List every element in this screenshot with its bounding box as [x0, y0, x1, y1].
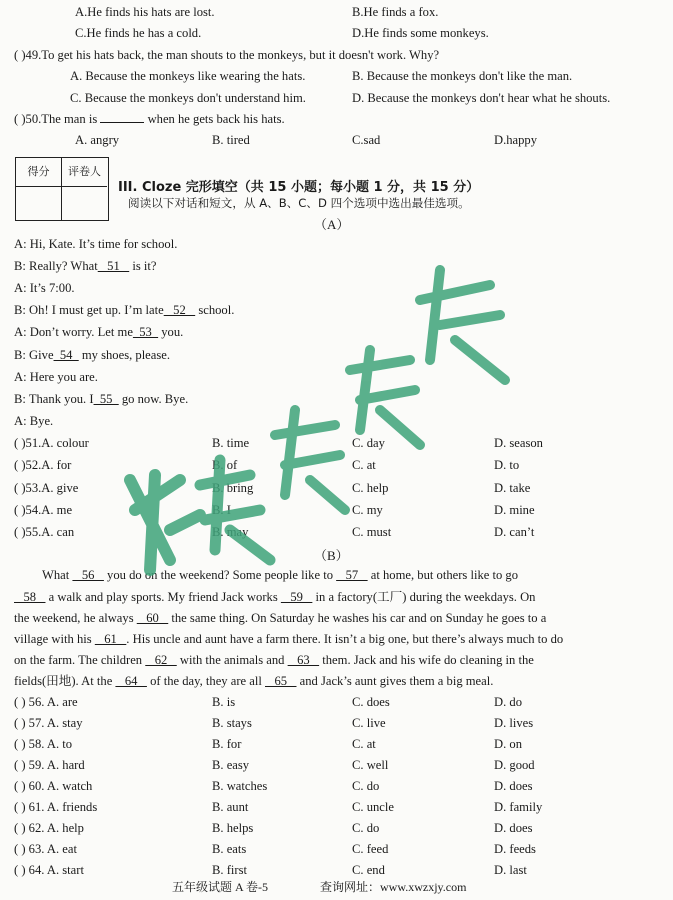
passage-blank: 56 [72, 568, 104, 582]
question-number: ( )54.A. me [14, 503, 73, 517]
part-b-heading: （B） [314, 548, 349, 563]
option-c: C. do [352, 821, 380, 835]
question-number: ( ) 56. A. are [14, 695, 78, 709]
score-box-divider [61, 158, 62, 220]
passage-line [14, 609, 546, 627]
q49-option-c: C. Because the monkeys don't understand him. [70, 91, 306, 105]
option-c: C. at [352, 737, 376, 751]
question-number: ( ) 61. A. friends [14, 800, 98, 814]
q48-option-c: C.He finds he has a cold. [75, 26, 202, 40]
dialogue-line: B: Give 54 my shoes, please. [14, 348, 171, 362]
option-b: B. time [212, 436, 250, 450]
option-c: C. must [352, 525, 392, 539]
option-b: B. first [212, 863, 247, 877]
passage-text: on the farm. The children [14, 653, 146, 667]
option-d: D. can’t [494, 525, 535, 539]
option-c: C. do [352, 779, 380, 793]
dialogue-line: B: Thank you. I 55 go now. Bye. [14, 392, 189, 406]
question-number: ( ) 57. A. stay [14, 716, 83, 730]
q50-option-a: A. angry [75, 133, 120, 147]
q50-option-c: C.sad [352, 133, 381, 147]
option-b: B. of [212, 458, 238, 472]
passage-text: with the animals and [176, 653, 288, 667]
question-number: ( ) 60. A. watch [14, 779, 93, 793]
option-d: D. family [494, 800, 543, 814]
passage-blank: 59 [280, 590, 313, 604]
option-d: D. to [494, 458, 520, 472]
option-c: C. help [352, 481, 389, 495]
part-a-heading: （A） [314, 217, 350, 232]
option-c: C. day [352, 436, 385, 450]
option-d: D. feeds [494, 842, 536, 856]
q49-option-d: D. Because the monkeys don't hear what he shouts. [352, 91, 611, 105]
option-c: C. uncle [352, 800, 394, 814]
dialogue-line: A: Don’t worry. Let me 53 you. [14, 325, 184, 339]
option-d: D. on [494, 737, 522, 751]
option-b: B. helps [212, 821, 254, 835]
option-b: B. eats [212, 842, 247, 856]
passage-text: in a factory(工厂) during the weekdays. On [312, 590, 536, 604]
passage-text: and Jack’s aunt gives them a big meal. [296, 674, 494, 688]
q50-prefix: ( )50.The man is [14, 112, 98, 126]
passage-text: . His uncle and aunt have a farm there. It isn’t a big one, but there’s always much to do [126, 632, 564, 646]
footer-site: 查询网址：www.xwzxjy.com [320, 880, 467, 894]
option-c: C. feed [352, 842, 389, 856]
passage-blank: 61 [94, 632, 127, 646]
option-d: D. good [494, 758, 535, 772]
dialogue-line: B: Oh! I must get up. I’m late 52 school. [14, 303, 235, 317]
q48-option-b: B.He finds a fox. [352, 5, 439, 19]
passage-text: you do on the weekend? Some people like to [103, 568, 337, 582]
dialogue-line: A: Here you are. [14, 370, 98, 384]
option-b: B. easy [212, 758, 250, 772]
watermark-logo [110, 230, 530, 590]
option-c: C. live [352, 716, 386, 730]
passage-line [14, 588, 535, 606]
option-b: B. stays [212, 716, 252, 730]
option-c: C. does [352, 695, 390, 709]
option-d: D. take [494, 481, 531, 495]
q49-option-a: A. Because the monkeys like wearing the hats. [70, 69, 306, 83]
passage-text: at home, but others like to go [367, 568, 519, 582]
q48-option-a: A.He finds his hats are lost. [75, 5, 215, 19]
section-instruction: 阅读以下对话和短文，从 A、B、C、D 四个选项中选出最佳选项。 [128, 196, 470, 210]
passage-line [14, 630, 563, 648]
passage-blank: 57 [336, 568, 368, 582]
passage-blank: 60 [136, 611, 169, 625]
option-b: B. may [212, 525, 249, 539]
dialogue-line: A: Bye. [14, 414, 54, 428]
question-number: ( ) 64. A. start [14, 863, 84, 877]
footer-page: 五年级试题 A 卷-5 [172, 880, 269, 894]
option-d: D. lives [494, 716, 534, 730]
passage-blank: 62 [145, 653, 177, 667]
question-number: ( )55.A. can [14, 525, 75, 539]
option-c: C. at [352, 458, 376, 472]
passage-blank: 65 [265, 674, 297, 688]
option-b: B. bring [212, 481, 254, 495]
option-b: B. for [212, 737, 242, 751]
passage-text: of the day, they are all [146, 674, 265, 688]
passage-text: What [42, 568, 73, 582]
question-number: ( ) 62. A. help [14, 821, 84, 835]
question-number: ( )51.A. colour [14, 436, 89, 450]
score-header: 得分 [16, 158, 61, 187]
passage-text: a walk and play sports. My friend Jack works [45, 590, 281, 604]
option-d: D. mine [494, 503, 535, 517]
option-c: C. my [352, 503, 383, 517]
section-title: III. Cloze 完形填空（共 15 小题；每小题 1 分，共 15 分） [118, 180, 480, 195]
question-number: ( )53.A. give [14, 481, 79, 495]
option-c: C. end [352, 863, 385, 877]
question-number: ( ) 58. A. to [14, 737, 73, 751]
passage-blank: 64 [115, 674, 147, 688]
dialogue-line: A: Hi, Kate. It’s time for school. [14, 237, 178, 251]
option-b: B. watches [212, 779, 268, 793]
grader-header: 评卷人 [62, 158, 107, 187]
q50-option-b: B. tired [212, 133, 250, 147]
question-number: ( ) 63. A. eat [14, 842, 77, 856]
option-b: B. I [212, 503, 231, 517]
dialogue-line: B: Really? What 51 is it? [14, 259, 157, 273]
option-d: D. last [494, 863, 527, 877]
q50-blank [100, 110, 144, 123]
q48-option-d: D.He finds some monkeys. [352, 26, 489, 40]
q49-stem: ( )49.To get his hats back, the man shouts to the monkeys, but it doesn't work. Why? [14, 48, 440, 62]
passage-blank: 58 [14, 590, 46, 604]
score-box [15, 157, 109, 221]
question-number: ( )52.A. for [14, 458, 72, 472]
question-number: ( ) 59. A. hard [14, 758, 85, 772]
q50-stem [14, 110, 285, 128]
option-d: D. season [494, 436, 543, 450]
passage-text: the same thing. On Saturday he washes his car and on Sunday he goes to a [168, 611, 547, 625]
passage-line [14, 651, 534, 669]
passage-text: village with his [14, 632, 95, 646]
option-d: D. does [494, 779, 533, 793]
q50-suffix: when he gets back his hats. [147, 112, 285, 126]
option-b: B. is [212, 695, 236, 709]
option-d: D. do [494, 695, 522, 709]
dialogue-line: A: It’s 7:00. [14, 281, 75, 295]
passage-line [14, 672, 493, 690]
option-c: C. well [352, 758, 389, 772]
passage-text: the weekend, he always [14, 611, 137, 625]
option-d: D. does [494, 821, 533, 835]
passage-text: them. Jack and his wife do cleaning in the [319, 653, 534, 667]
q49-option-b: B. Because the monkeys don't like the man. [352, 69, 573, 83]
q50-option-d: D.happy [494, 133, 538, 147]
passage-line [42, 566, 518, 584]
passage-blank: 63 [287, 653, 320, 667]
passage-text: fields(田地). At the [14, 674, 116, 688]
option-b: B. aunt [212, 800, 249, 814]
